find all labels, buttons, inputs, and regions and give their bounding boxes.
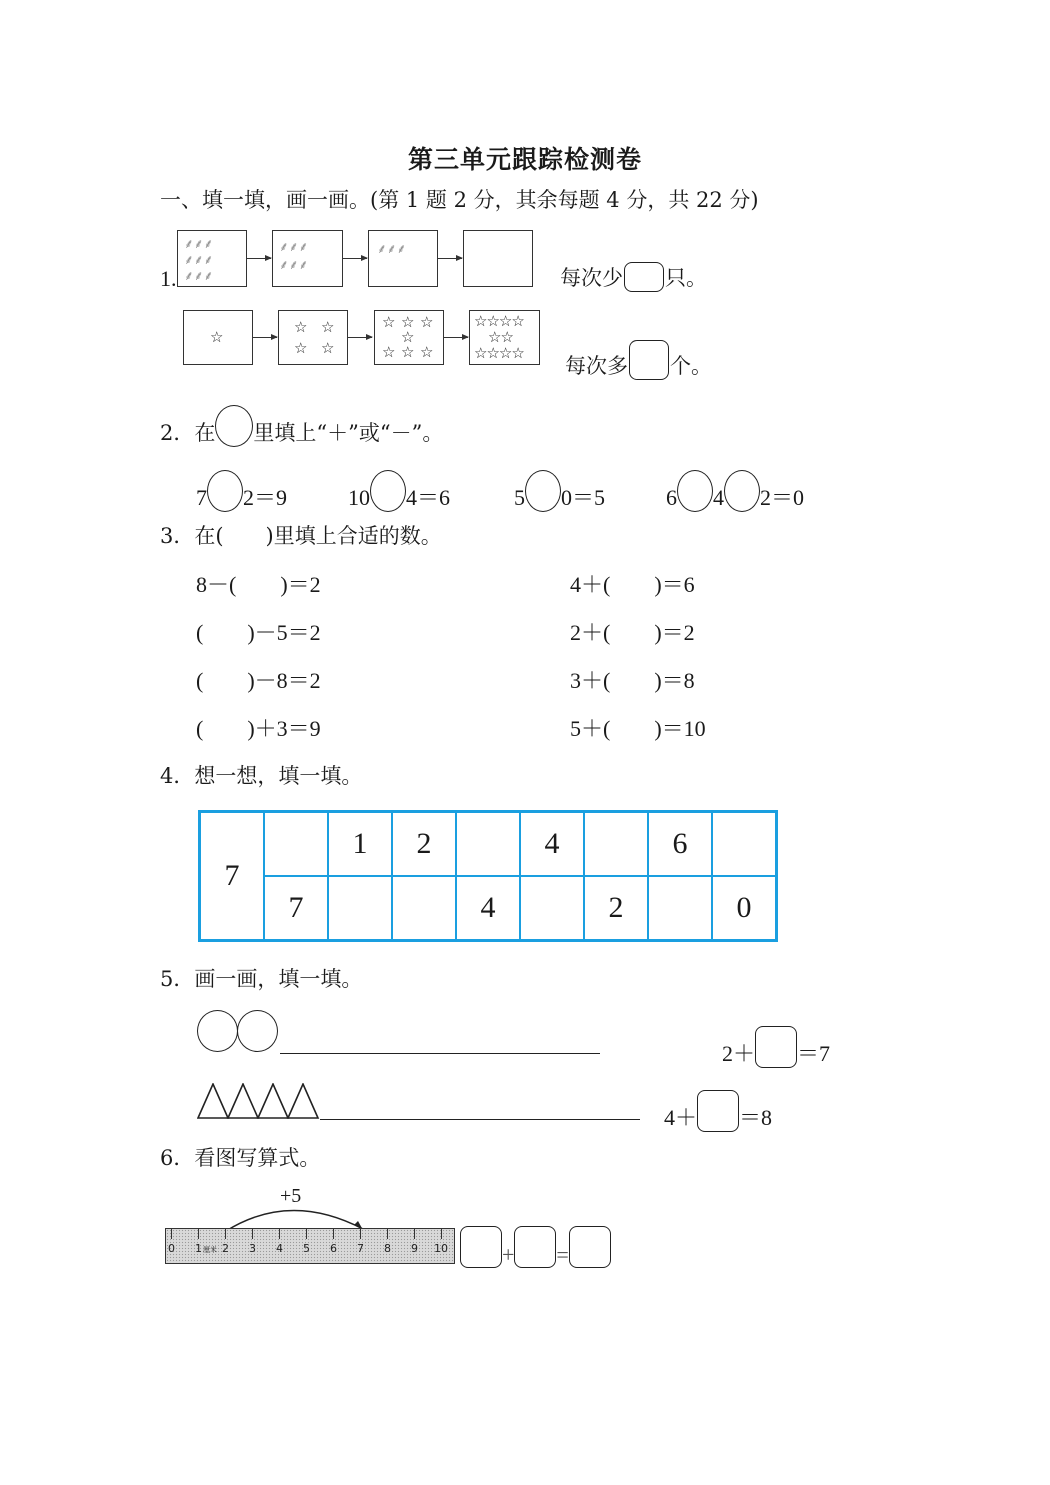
q6-answer-box-3[interactable]: [569, 1226, 611, 1268]
eq-suffix: ＝8: [739, 1105, 773, 1130]
star-icon: ☆: [401, 313, 415, 331]
q2-answer-circle[interactable]: [724, 470, 760, 512]
q1-star-box-1: [183, 310, 253, 365]
grid-cell[interactable]: [328, 876, 392, 941]
q4-prompt: 4．想一想，填一填。: [160, 764, 363, 788]
arrow-icon: [253, 337, 277, 338]
star-icon: ☆: [321, 339, 335, 357]
arrow-icon: [343, 258, 367, 259]
q1-bird-box-3: [368, 230, 438, 287]
ruler-tick: [171, 1229, 172, 1239]
ruler-label: 1: [195, 1242, 202, 1255]
q5-prompt: 5．画一画，填一填。: [160, 967, 363, 991]
star-icon: ☆: [294, 318, 308, 336]
arrow-icon: [444, 337, 468, 338]
q1-row2-answer-box[interactable]: [629, 340, 669, 380]
q2-answer-circle[interactable]: [677, 470, 713, 512]
operand: 7: [196, 485, 207, 510]
grid-cell[interactable]: [520, 876, 584, 941]
q5-draw-line-2[interactable]: [320, 1119, 640, 1120]
operand: 4: [713, 485, 724, 510]
arc-label: +5: [280, 1185, 302, 1207]
star-icon: ☆: [401, 343, 415, 361]
q3-left-2[interactable]: ( )－5＝2: [196, 620, 321, 645]
q1-bird-box-1: [177, 230, 247, 287]
ruler-tick: [333, 1229, 334, 1239]
ruler-label: 5: [303, 1242, 310, 1255]
ruler-tick: [387, 1229, 388, 1239]
number-split-table: [198, 810, 778, 942]
ruler-tick: [198, 1229, 199, 1239]
star-icon: ☆: [294, 339, 308, 357]
ruler: [165, 1228, 455, 1264]
q3-left-4[interactable]: ( )＋3＝9: [196, 716, 321, 741]
grid-cell[interactable]: 2: [392, 812, 456, 877]
q5-eq-2: [664, 1090, 772, 1132]
q5-draw-line-1[interactable]: [280, 1053, 600, 1054]
circle-icon: [237, 1010, 278, 1052]
bird-icon: ⸙⸙⸙: [184, 237, 214, 252]
ruler-label: 3: [249, 1242, 256, 1255]
star-icon: ☆☆: [488, 328, 513, 346]
section-heading: 一、填一填，画一画。(第 1 题 2 分，其余每题 4 分，共 22 分): [160, 188, 759, 212]
operand: 2＝9: [243, 485, 288, 510]
circle-icon: [215, 405, 253, 447]
star-icon: ☆: [420, 313, 434, 331]
eq-prefix: 4＋: [664, 1105, 698, 1130]
q6-answer-box-1[interactable]: [460, 1226, 502, 1268]
star-icon: ☆: [420, 343, 434, 361]
q1-number: 1.: [160, 266, 177, 291]
bird-icon: ⸙⸙⸙: [184, 269, 214, 284]
q2-item-4: [666, 470, 804, 512]
q1-star-box-2: [278, 310, 348, 365]
grid-cell[interactable]: 6: [648, 812, 712, 877]
q1-bird-box-2: [272, 230, 343, 287]
grid-cell[interactable]: 2: [584, 876, 648, 941]
star-icon: ☆: [321, 318, 335, 336]
q1-row1-suffix: 只。: [665, 266, 707, 290]
q2-prompt-a: 2．在: [160, 421, 216, 445]
q1-star-box-4: [469, 310, 540, 365]
grid-cell[interactable]: 4: [456, 876, 520, 941]
grid-cell[interactable]: 7: [264, 876, 328, 941]
q1-row2-answer: [565, 340, 712, 380]
q5-triangles: [197, 1083, 321, 1123]
ruler-tick: [279, 1229, 280, 1239]
operand: 4＝6: [406, 485, 451, 510]
ruler-label: 0: [168, 1242, 175, 1255]
ruler-label: 4: [276, 1242, 283, 1255]
operand: 0＝5: [561, 485, 606, 510]
split-total-cell: 7: [200, 812, 265, 941]
arrow-icon: [438, 258, 462, 259]
star-icon: ☆: [401, 328, 415, 346]
bird-icon: ⸙⸙⸙: [377, 242, 407, 257]
q5-eq-1: [722, 1026, 830, 1068]
grid-cell[interactable]: [648, 876, 712, 941]
operand: 10: [348, 485, 370, 510]
ruler-tick: [225, 1229, 226, 1239]
ruler-tick: [252, 1229, 253, 1239]
eq-suffix: ＝7: [797, 1041, 831, 1066]
triangle-icon: [197, 1083, 321, 1119]
circle-icon: [197, 1010, 238, 1052]
q2-item-1: [196, 470, 287, 512]
q2-answer-circle[interactable]: [207, 470, 243, 512]
q2-prompt-b: 里填上“＋”或“－”。: [253, 421, 444, 445]
q1-row1-prefix: 每次少: [560, 266, 623, 290]
ruler-label: 9: [411, 1242, 418, 1255]
equals-sign: =: [556, 1242, 569, 1267]
q3-right-1[interactable]: 4＋( )＝6: [570, 572, 695, 597]
operand: 6: [666, 485, 677, 510]
operand: 2＝0: [760, 485, 805, 510]
q1-row1-answer-box[interactable]: [624, 262, 664, 292]
ruler-tick: [306, 1229, 307, 1239]
grid-cell[interactable]: [392, 876, 456, 941]
ruler-tick: [414, 1229, 415, 1239]
q3-left-3[interactable]: ( )－8＝2: [196, 668, 321, 693]
ruler-tick: [360, 1229, 361, 1239]
arrow-icon: [348, 337, 372, 338]
q2-prompt: [160, 405, 443, 447]
grid-cell[interactable]: [584, 812, 648, 877]
eq-prefix: 2＋: [722, 1041, 756, 1066]
q2-answer-circle[interactable]: [370, 470, 406, 512]
arrow-icon: [247, 258, 271, 259]
grid-cell[interactable]: 4: [520, 812, 584, 877]
ruler-label: 10: [434, 1242, 448, 1255]
q6-prompt: 6．看图写算式。: [160, 1146, 321, 1170]
star-icon: ☆: [382, 343, 396, 361]
q1-row1-answer: [560, 262, 707, 292]
q6-answer-box-2[interactable]: [514, 1226, 556, 1268]
q3-right-3[interactable]: 3＋( )＝8: [570, 668, 695, 693]
bird-icon: ⸙⸙⸙: [279, 240, 309, 255]
q5-answer-box-2[interactable]: [697, 1090, 739, 1132]
star-icon: ☆: [210, 328, 224, 346]
page-title: 第三单元跟踪检测卷: [407, 145, 642, 174]
ruler-label: 2: [222, 1242, 229, 1255]
q5-circles: [197, 1010, 278, 1052]
grid-cell[interactable]: [264, 812, 328, 877]
ruler-label: 6: [330, 1242, 337, 1255]
grid-cell[interactable]: [456, 812, 520, 877]
grid-cell[interactable]: 1: [328, 812, 392, 877]
q1-star-box-3: [374, 310, 444, 365]
ruler-unit: 厘米: [203, 1246, 217, 1254]
q2-answer-circle[interactable]: [525, 470, 561, 512]
q3-right-2[interactable]: 2＋( )＝2: [570, 620, 695, 645]
star-icon: ☆☆☆☆: [474, 312, 524, 330]
star-icon: ☆☆☆☆: [474, 344, 524, 362]
ruler-label: 7: [357, 1242, 364, 1255]
q3-right-4[interactable]: 5＋( )＝10: [570, 716, 706, 741]
star-icon: ☆: [382, 313, 396, 331]
q3-prompt: 3．在( )里填上合适的数。: [160, 524, 442, 548]
bird-icon: ⸙⸙⸙: [184, 253, 214, 268]
operand: 5: [514, 485, 525, 510]
q3-left-1[interactable]: 8－( )＝2: [196, 572, 321, 597]
bird-icon: ⸙⸙⸙: [279, 258, 309, 273]
q1-row2-prefix: 每次多: [565, 354, 628, 378]
q2-item-2: [348, 470, 450, 512]
plus-sign: +: [502, 1242, 515, 1267]
grid-cell[interactable]: 0: [712, 876, 777, 941]
ruler-tick: [441, 1229, 442, 1239]
q1-row2-suffix: 个。: [670, 354, 712, 378]
q2-item-3: [514, 470, 605, 512]
ruler-label: 8: [384, 1242, 391, 1255]
grid-cell[interactable]: [712, 812, 777, 877]
q5-answer-box-1[interactable]: [755, 1026, 797, 1068]
q1-bird-box-4: [463, 230, 533, 287]
q6-equation: [460, 1226, 611, 1268]
